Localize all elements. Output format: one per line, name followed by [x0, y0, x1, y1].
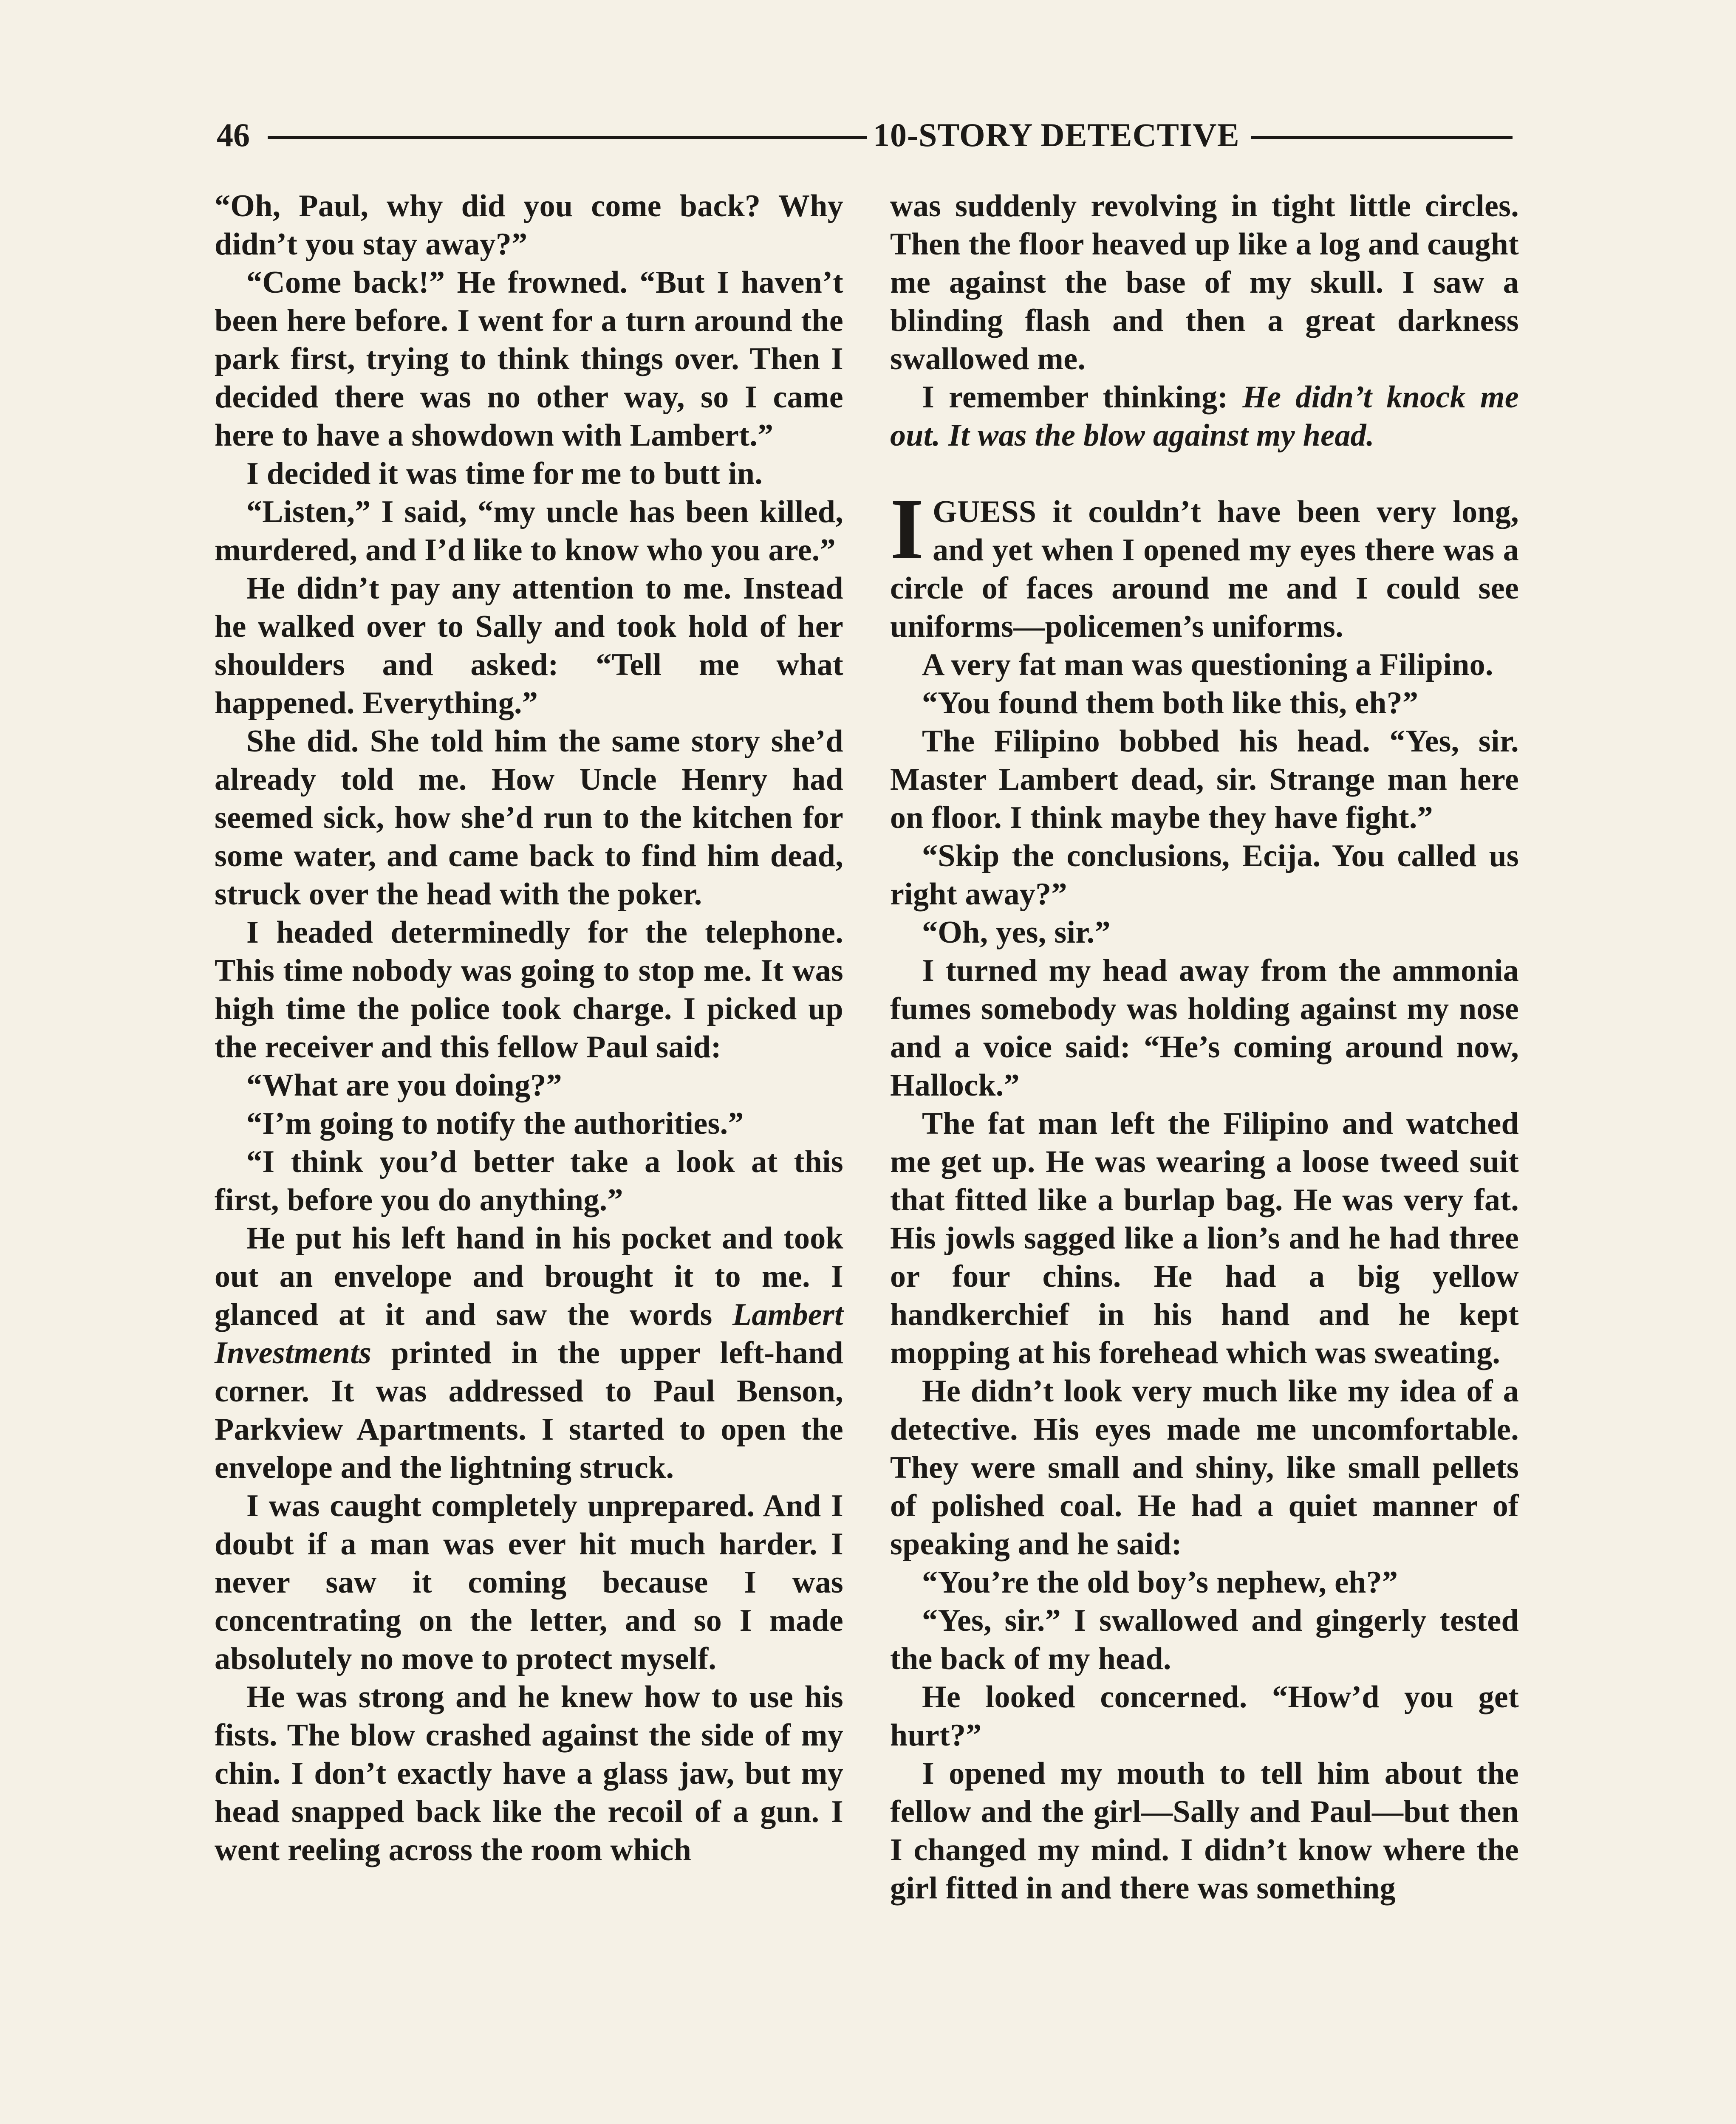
paragraph: “Oh, Paul, why did you come back? Why didn’t you stay away?” [215, 189, 843, 262]
section-opening-paragraph [890, 481, 1519, 646]
italic-thought: He didn’t knock me out. It was the blow against my head. [890, 380, 1519, 453]
paragraph: I turned my head away from the ammonia fumes somebody was holding against my nose and a voice said: “He’s coming around now, Hallock.” [890, 953, 1519, 1103]
paragraph: He didn’t look very much like my idea of a detective. His eyes made me uncomfortable. They were small and shiny, like small pellets of polished coal. He had a quiet manner of speaking and he said: [890, 1374, 1519, 1562]
paragraph: “Yes, sir.” I swallowed and gingerly tested the back of my head. [890, 1603, 1519, 1676]
paragraph: “You found them both like this, eh?” [922, 686, 1419, 720]
drop-cap: I [890, 481, 925, 577]
paragraph: I headed determinedly for the telephone. This time nobody was going to stop me. It was high time the police took charge. I picked up the receiver and this fellow Paul said: [215, 915, 843, 1065]
paragraph: “What are you doing?” [246, 1068, 562, 1103]
paragraph: She did. She told him the same story she’d already told me. How Uncle Henry had seemed sick, how she’d run to the kitchen for some water, and came back to find him dead, struck over the head with the poker. [215, 724, 843, 912]
left-column [215, 187, 843, 1869]
paragraph: The fat man left the Filipino and watched me get up. He was wearing a loose tweed suit that fitted like a burlap bag. He was very fat. His jowls sagged like a lion’s and he had three or four chins. He had a big yellow handkerchief in his hand and he kept mopping at his forehead which was sweating. [890, 1106, 1519, 1370]
paragraph-text: GUESS it couldn’t have been very long, and yet when I opened my eyes there was a circle of faces around me and I could see uniforms—policemen’s uniforms. [890, 494, 1519, 644]
paragraph: was suddenly revolving in tight little circles. Then the floor heaved up like a log and caught me against the base of my skull. I saw a blinding flash and then a great darkness swallowed me. [890, 189, 1519, 376]
italic-company-name: Lambert Investments [215, 1297, 843, 1370]
right-column [890, 187, 1519, 1907]
paragraph: “Come back!” He frowned. “But I haven’t been here before. I went for a turn around the park first, trying to think things over. Then I decided there was no other way, so I came here to have a showdown with Lambert.” [215, 265, 843, 453]
paragraph: He looked concerned. “How’d you get hurt?” [890, 1680, 1519, 1753]
paragraph: The Filipino bobbed his head. “Yes, sir. Master Lambert dead, sir. Strange man here on floor. I think maybe they have fight.” [890, 724, 1519, 835]
header-rule-right [1251, 136, 1513, 139]
page-number: 46 [217, 116, 250, 153]
paragraph: A very fat man was questioning a Filipino. [922, 647, 1493, 682]
paragraph: “I think you’d better take a look at this first, before you do anything.” [215, 1144, 843, 1217]
paragraph: “Listen,” I said, “my uncle has been killed, murdered, and I’d like to know who you are.” [215, 494, 843, 568]
magazine-title: 10-STORY DETECTIVE [873, 116, 1240, 153]
paragraph: He was strong and he knew how to use his fists. The blow crashed against the side of my chin. I don’t exactly have a glass jaw, but my head snapped back like the recoil of a gun. I went reeling across the room which [215, 1680, 843, 1867]
paragraph: “I’m going to notify the authorities.” [246, 1106, 744, 1141]
paragraph: I decided it was time for me to butt in. [246, 456, 763, 491]
paragraph: “Skip the conclusions, Ecija. You called us right away?” [890, 839, 1519, 912]
header-rule-left [268, 136, 867, 139]
paragraph: “You’re the old boy’s nephew, eh?” [922, 1565, 1398, 1600]
paragraph-thought [890, 378, 1519, 455]
paragraph: He didn’t pay any attention to me. Instead he walked over to Sally and took hold of her shoulders and asked: “Tell me what happened. Everything.” [215, 571, 843, 720]
running-header [217, 114, 1513, 161]
paragraph-text: I remember thinking: [922, 380, 1243, 415]
paragraph: I opened my mouth to tell him about the fellow and the girl—Sally and Paul—but then I changed my mind. I didn’t know where the girl fitted in and there was something [890, 1756, 1519, 1906]
paragraph: “Oh, yes, sir.” [922, 915, 1111, 950]
paragraph-text: printed in the upper left-hand corner. It was addressed to Paul Benson, Parkview Apartments. I started to open the envelope and the lightning struck. [215, 1336, 843, 1485]
paragraph-text: He put his left hand in his pocket and took out an envelope and brought it to me. I glanced at it and saw the words [215, 1221, 843, 1332]
paragraph-envelope [215, 1219, 843, 1487]
paragraph: I was caught completely unprepared. And I doubt if a man was ever hit much harder. I never saw it coming because I was concentrating on the letter, and so I made absolutely no move to protect myself. [215, 1488, 843, 1676]
